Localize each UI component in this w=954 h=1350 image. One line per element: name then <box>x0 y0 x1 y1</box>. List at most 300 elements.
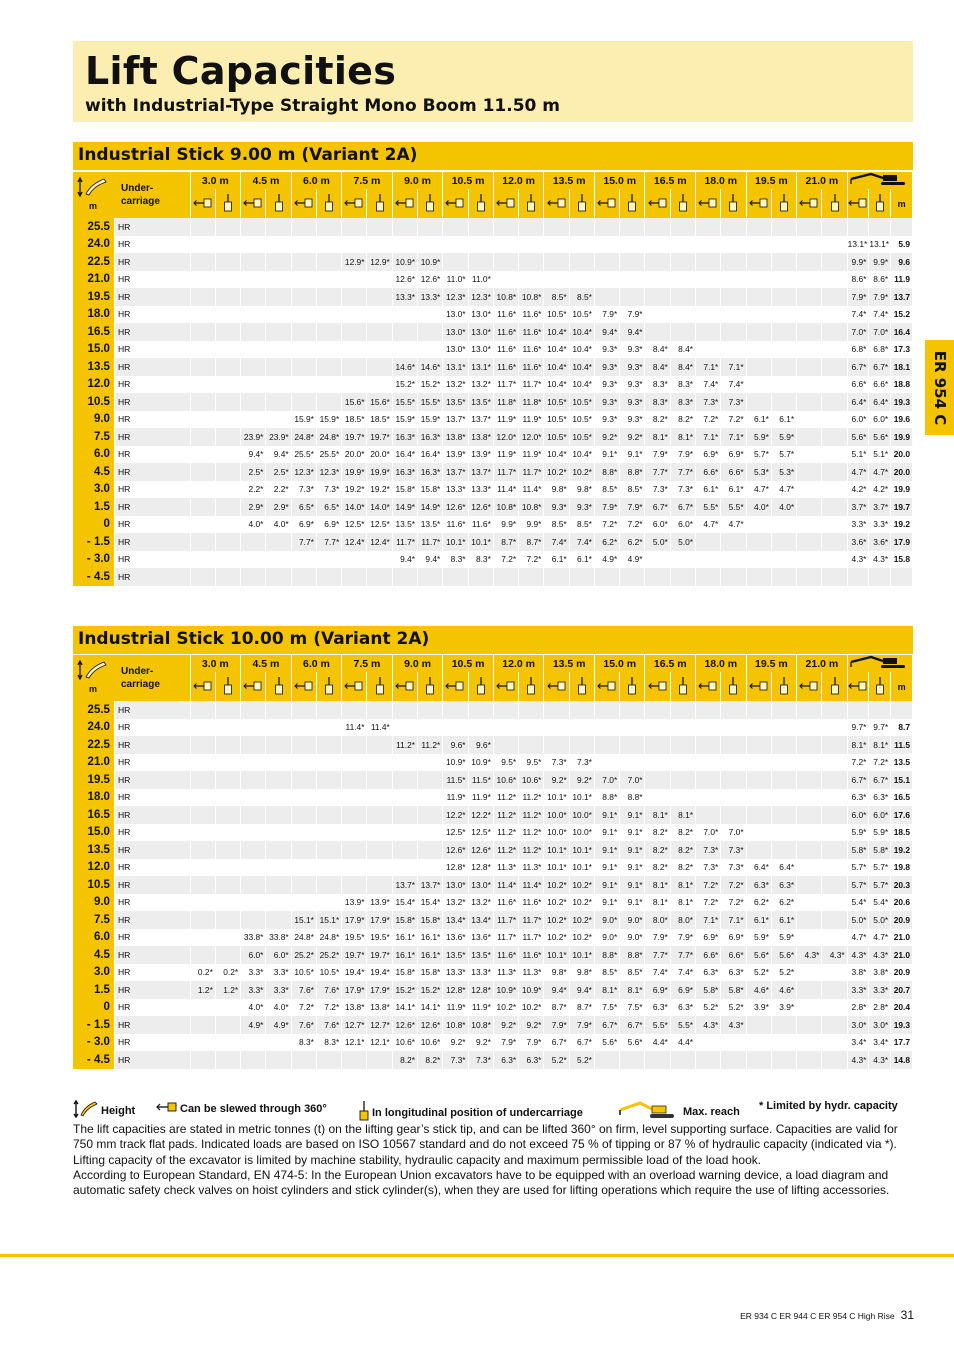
capacity-slew-cell <box>797 288 822 306</box>
capacity-slew-cell: 12.0* <box>493 428 518 446</box>
capacity-slew-cell: 7.2* <box>696 876 721 894</box>
capacity-slew-cell: 24.8* <box>291 428 316 446</box>
capacity-slew-cell: 8.2* <box>645 411 670 429</box>
capacity-slew-cell: 9.2* <box>493 1016 518 1034</box>
capacity-slew-cell: 7.2* <box>493 551 518 569</box>
max-reach-slew-cell: 6.0* <box>847 411 869 429</box>
capacity-longitudinal-cell: 7.9* <box>670 446 695 464</box>
capacity-slew-cell <box>291 859 316 877</box>
capacity-longitudinal-cell <box>822 1034 847 1052</box>
height-value: 25.5 <box>73 218 114 236</box>
capacity-longitudinal-cell <box>367 271 392 289</box>
capacity-longitudinal-cell: 5.5* <box>670 1016 695 1034</box>
capacity-slew-cell: 20.0* <box>342 446 367 464</box>
max-reach-longitudinal-cell: 7.0* <box>869 323 891 341</box>
slew-icon <box>392 189 417 218</box>
table-row <box>73 701 913 719</box>
capacity-longitudinal-cell: 10.1* <box>569 859 594 877</box>
capacity-slew-cell <box>594 236 619 254</box>
capacity-slew-cell <box>797 911 822 929</box>
capacity-longitudinal-cell <box>771 551 796 569</box>
capacity-longitudinal-cell <box>670 1051 695 1069</box>
capacity-slew-cell: 9.3* <box>594 358 619 376</box>
undercarriage-value: HR <box>114 481 190 499</box>
section-title-bar-2 <box>73 626 913 654</box>
capacity-slew-cell: 10.8* <box>443 1016 468 1034</box>
capacity-slew-cell <box>190 771 215 789</box>
capacity-longitudinal-cell <box>822 358 847 376</box>
capacity-slew-cell <box>291 341 316 359</box>
lift-table-stick-10m <box>73 655 913 1069</box>
slew-icon <box>493 189 518 218</box>
max-reach-radius-cell: 21.0 <box>891 929 913 947</box>
capacity-slew-cell: 7.9* <box>645 929 670 947</box>
capacity-slew-cell: 12.3* <box>291 463 316 481</box>
capacity-longitudinal-cell <box>215 481 240 499</box>
capacity-longitudinal-cell <box>266 218 291 236</box>
capacity-longitudinal-cell <box>721 754 746 772</box>
capacity-longitudinal-cell: 10.5* <box>569 411 594 429</box>
capacity-slew-cell: 9.3* <box>594 341 619 359</box>
capacity-longitudinal-cell <box>569 736 594 754</box>
capacity-longitudinal-cell <box>266 1051 291 1069</box>
capacity-slew-cell <box>797 929 822 947</box>
capacity-longitudinal-cell: 11.6* <box>468 516 493 534</box>
capacity-longitudinal-cell: 13.8* <box>468 428 493 446</box>
max-reach-radius-cell: 13.7 <box>891 288 913 306</box>
table-row <box>73 876 913 894</box>
max-reach-slew-cell: 3.4* <box>847 1034 869 1052</box>
capacity-slew-cell: 10.1* <box>443 533 468 551</box>
capacity-slew-cell: 7.9* <box>544 1016 569 1034</box>
capacity-longitudinal-cell <box>418 824 443 842</box>
capacity-longitudinal-cell: 11.6* <box>519 946 544 964</box>
capacity-slew-cell: 13.7* <box>392 876 417 894</box>
capacity-longitudinal-cell <box>418 719 443 737</box>
capacity-slew-cell: 2.5* <box>241 463 266 481</box>
radius-header: 7.5 m <box>342 172 393 189</box>
capacity-slew-cell: 10.4* <box>544 358 569 376</box>
capacity-longitudinal-cell <box>822 929 847 947</box>
legend <box>73 1094 913 1120</box>
capacity-longitudinal-cell <box>215 376 240 394</box>
undercarriage-value: HR <box>114 358 190 376</box>
capacity-longitudinal-cell <box>771 736 796 754</box>
capacity-longitudinal-cell <box>418 218 443 236</box>
undercarriage-value: HR <box>114 271 190 289</box>
capacity-slew-cell: 6.5* <box>291 498 316 516</box>
capacity-slew-cell <box>190 876 215 894</box>
slew-icon <box>746 672 771 701</box>
capacity-longitudinal-cell <box>266 323 291 341</box>
capacity-slew-cell: 7.3* <box>696 393 721 411</box>
table-row <box>73 736 913 754</box>
capacity-slew-cell: 13.3* <box>443 481 468 499</box>
capacity-slew-cell: 7.5* <box>594 999 619 1017</box>
capacity-slew-cell <box>797 306 822 324</box>
capacity-longitudinal-cell: 7.7* <box>316 533 341 551</box>
capacity-slew-cell: 15.8* <box>392 481 417 499</box>
longitudinal-icon <box>468 189 493 218</box>
capacity-longitudinal-cell: 10.1* <box>569 841 594 859</box>
capacity-longitudinal-cell <box>215 253 240 271</box>
undercarriage-value: HR <box>114 999 190 1017</box>
table-row <box>73 516 913 534</box>
capacity-slew-cell <box>594 271 619 289</box>
longitudinal-icon <box>721 672 746 701</box>
capacity-longitudinal-cell <box>367 754 392 772</box>
capacity-longitudinal-cell <box>670 253 695 271</box>
capacity-longitudinal-cell: 9.2* <box>569 771 594 789</box>
capacity-longitudinal-cell: 8.8* <box>620 789 645 807</box>
capacity-slew-cell <box>392 754 417 772</box>
capacity-longitudinal-cell: 4.7* <box>721 516 746 534</box>
capacity-slew-cell <box>392 841 417 859</box>
footer-models: ER 934 C ER 944 C ER 954 C High Rise <box>740 1311 895 1321</box>
max-reach-radius-cell <box>891 568 913 586</box>
capacity-slew-cell: 9.1* <box>594 806 619 824</box>
longitudinal-icon <box>869 672 891 701</box>
capacity-slew-cell <box>797 218 822 236</box>
capacity-slew-cell: 8.5* <box>544 516 569 534</box>
capacity-longitudinal-cell: 10.8* <box>519 288 544 306</box>
capacity-slew-cell: 4.6* <box>746 981 771 999</box>
capacity-longitudinal-cell: 6.5* <box>316 498 341 516</box>
max-reach-radius-cell: 20.9 <box>891 911 913 929</box>
capacity-slew-cell <box>190 271 215 289</box>
capacity-slew-cell <box>190 1051 215 1069</box>
capacity-slew-cell <box>241 824 266 842</box>
capacity-slew-cell: 11.3* <box>493 859 518 877</box>
capacity-longitudinal-cell: 9.6* <box>468 736 493 754</box>
capacity-slew-cell <box>190 498 215 516</box>
table-row <box>73 288 913 306</box>
max-reach-radius-cell: 19.7 <box>891 498 913 516</box>
capacity-longitudinal-cell <box>316 859 341 877</box>
slew-icon <box>645 672 670 701</box>
capacity-longitudinal-cell: 11.3* <box>519 964 544 982</box>
capacity-longitudinal-cell <box>771 516 796 534</box>
capacity-longitudinal-cell: 19.7* <box>367 946 392 964</box>
capacity-slew-cell: 13.6* <box>443 929 468 947</box>
capacity-longitudinal-cell: 5.6* <box>771 946 796 964</box>
longitudinal-icon <box>418 672 443 701</box>
max-reach-slew-cell: 6.6* <box>847 376 869 394</box>
capacity-slew-cell <box>746 306 771 324</box>
capacity-slew-cell <box>544 218 569 236</box>
capacity-longitudinal-cell <box>316 824 341 842</box>
table-row <box>73 463 913 481</box>
slew-icon <box>797 672 822 701</box>
capacity-slew-cell: 6.9* <box>696 929 721 947</box>
capacity-slew-cell <box>392 701 417 719</box>
capacity-slew-cell <box>241 568 266 586</box>
capacity-slew-cell: 13.0* <box>443 306 468 324</box>
longitudinal-icon <box>670 189 695 218</box>
capacity-slew-cell: 13.3* <box>443 964 468 982</box>
radius-header: 21.0 m <box>797 655 848 672</box>
capacity-slew-cell: 12.6* <box>443 498 468 516</box>
capacity-slew-cell <box>443 701 468 719</box>
capacity-longitudinal-cell <box>771 288 796 306</box>
capacity-slew-cell <box>342 859 367 877</box>
capacity-slew-cell <box>746 218 771 236</box>
capacity-slew-cell: 12.8* <box>443 859 468 877</box>
capacity-slew-cell <box>746 1016 771 1034</box>
table-row <box>73 981 913 999</box>
capacity-longitudinal-cell: 13.5* <box>418 516 443 534</box>
capacity-longitudinal-cell: 5.8* <box>721 981 746 999</box>
capacity-slew-cell: 9.1* <box>594 841 619 859</box>
max-reach-longitudinal-cell: 4.7* <box>869 463 891 481</box>
capacity-longitudinal-cell <box>215 736 240 754</box>
capacity-longitudinal-cell <box>569 218 594 236</box>
capacity-slew-cell: 15.2* <box>392 376 417 394</box>
capacity-slew-cell <box>342 754 367 772</box>
capacity-slew-cell: 6.1* <box>746 411 771 429</box>
height-value: 4.5 <box>73 946 114 964</box>
capacity-longitudinal-cell: 13.0* <box>468 306 493 324</box>
capacity-slew-cell: 13.1* <box>443 358 468 376</box>
capacity-slew-cell <box>241 358 266 376</box>
capacity-longitudinal-cell <box>771 236 796 254</box>
slew-icon <box>746 189 771 218</box>
capacity-slew-cell <box>190 719 215 737</box>
capacity-slew-cell <box>797 271 822 289</box>
longitudinal-icon <box>620 672 645 701</box>
capacity-longitudinal-cell <box>569 719 594 737</box>
capacity-longitudinal-cell <box>822 463 847 481</box>
table-row <box>73 754 913 772</box>
capacity-slew-cell: 13.0* <box>443 876 468 894</box>
footer-rule <box>0 1254 954 1257</box>
capacity-slew-cell: 11.7* <box>493 929 518 947</box>
capacity-longitudinal-cell <box>215 824 240 842</box>
height-value: - 3.0 <box>73 1034 114 1052</box>
capacity-slew-cell: 10.4* <box>544 341 569 359</box>
capacity-slew-cell <box>696 568 721 586</box>
max-reach-slew-cell: 3.8* <box>847 964 869 982</box>
capacity-longitudinal-cell <box>367 551 392 569</box>
height-value: 6.0 <box>73 929 114 947</box>
capacity-longitudinal-cell: 11.7* <box>519 463 544 481</box>
max-reach-longitudinal-cell: 6.3* <box>869 789 891 807</box>
capacity-longitudinal-cell <box>670 236 695 254</box>
capacity-longitudinal-cell: 5.3* <box>771 463 796 481</box>
max-reach-longitudinal-cell: 6.0* <box>869 806 891 824</box>
capacity-slew-cell <box>797 446 822 464</box>
capacity-longitudinal-cell <box>215 1051 240 1069</box>
longitudinal-icon <box>316 672 341 701</box>
capacity-longitudinal-cell <box>519 271 544 289</box>
capacity-longitudinal-cell: 7.2* <box>519 551 544 569</box>
slew-icon <box>847 672 869 701</box>
capacity-slew-cell <box>594 719 619 737</box>
capacity-slew-cell: 17.9* <box>342 911 367 929</box>
capacity-longitudinal-cell <box>367 306 392 324</box>
capacity-slew-cell: 7.7* <box>645 463 670 481</box>
capacity-slew-cell <box>190 789 215 807</box>
capacity-longitudinal-cell: 12.8* <box>468 981 493 999</box>
capacity-longitudinal-cell <box>822 789 847 807</box>
capacity-slew-cell <box>696 323 721 341</box>
capacity-slew-cell: 11.4* <box>342 719 367 737</box>
capacity-longitudinal-cell <box>215 288 240 306</box>
capacity-slew-cell: 8.1* <box>594 981 619 999</box>
capacity-longitudinal-cell: 8.4* <box>670 341 695 359</box>
undercarriage-text-1: Under- <box>121 665 154 677</box>
capacity-longitudinal-cell: 7.4* <box>721 376 746 394</box>
capacity-longitudinal-cell <box>266 271 291 289</box>
capacity-slew-cell <box>797 428 822 446</box>
capacity-longitudinal-cell <box>266 551 291 569</box>
max-reach-slew-cell: 4.7* <box>847 929 869 947</box>
capacity-longitudinal-cell: 6.9* <box>721 929 746 947</box>
height-value: 9.0 <box>73 411 114 429</box>
capacity-slew-cell <box>594 736 619 754</box>
capacity-longitudinal-cell <box>771 323 796 341</box>
capacity-longitudinal-cell <box>721 1051 746 1069</box>
capacity-longitudinal-cell: 12.9* <box>367 253 392 271</box>
header-radius-row <box>73 655 913 672</box>
capacity-longitudinal-cell <box>771 771 796 789</box>
max-reach-radius-cell: 20.4 <box>891 999 913 1017</box>
capacity-slew-cell <box>797 999 822 1017</box>
capacity-longitudinal-cell: 16.3* <box>418 428 443 446</box>
capacity-slew-cell <box>696 271 721 289</box>
capacity-slew-cell: 11.2* <box>493 806 518 824</box>
capacity-slew-cell <box>746 568 771 586</box>
capacity-slew-cell <box>190 306 215 324</box>
height-unit-label: m <box>89 200 98 211</box>
max-reach-slew-cell: 4.3* <box>847 1051 869 1069</box>
max-reach-longitudinal-cell: 5.1* <box>869 446 891 464</box>
capacity-slew-cell: 5.5* <box>696 498 721 516</box>
capacity-slew-cell: 9.3* <box>544 498 569 516</box>
capacity-slew-cell: 13.8* <box>443 428 468 446</box>
capacity-longitudinal-cell: 8.2* <box>670 824 695 842</box>
max-reach-slew-cell: 4.3* <box>847 551 869 569</box>
capacity-longitudinal-cell <box>215 463 240 481</box>
capacity-slew-cell <box>190 376 215 394</box>
max-reach-longitudinal-cell <box>869 701 891 719</box>
capacity-longitudinal-cell: 6.2* <box>620 533 645 551</box>
capacity-longitudinal-cell <box>822 806 847 824</box>
undercarriage-value: HR <box>114 876 190 894</box>
max-reach-unit: m <box>891 672 913 701</box>
slew-icon <box>443 672 468 701</box>
capacity-slew-cell: 10.1* <box>544 946 569 964</box>
table-row <box>73 964 913 982</box>
capacity-slew-cell <box>746 719 771 737</box>
capacity-slew-cell: 15.5* <box>392 393 417 411</box>
capacity-slew-cell <box>241 1051 266 1069</box>
capacity-slew-cell: 13.9* <box>443 446 468 464</box>
max-reach-radius-cell: 20.7 <box>891 981 913 999</box>
radius-header: 4.5 m <box>241 172 292 189</box>
longitudinal-icon <box>316 189 341 218</box>
capacity-slew-cell: 12.8* <box>443 981 468 999</box>
capacity-longitudinal-cell: 13.0* <box>468 876 493 894</box>
capacity-slew-cell <box>594 701 619 719</box>
notes-paragraph-1: The lift capacities are stated in metric tonnes (t) on the lifting gear’s stick tip, and can be lifted 360° on firm, level supporting surface. Capacities are valid for 750 mm track flat pads. Indicated loads are based on ISO 10567 standard and do not exceed 75 % of tipping or 87 % of hydraulic capacity (indicated via *). Lifting capacity of the excavator is limited by machine stability, hydraulic capacity and maximum permissible load of the load hook. <box>73 1122 898 1167</box>
capacity-longitudinal-cell <box>215 1034 240 1052</box>
max-reach-header <box>847 172 912 189</box>
capacity-slew-cell <box>342 323 367 341</box>
height-value: 1.5 <box>73 981 114 999</box>
capacity-longitudinal-cell: 4.0* <box>771 498 796 516</box>
slew-icon <box>241 189 266 218</box>
capacity-longitudinal-cell: 11.4* <box>519 876 544 894</box>
section-title-bar-1 <box>73 142 913 170</box>
capacity-longitudinal-cell: 10.5* <box>569 306 594 324</box>
capacity-longitudinal-cell: 10.1* <box>569 946 594 964</box>
max-reach-slew-cell: 5.4* <box>847 894 869 912</box>
capacity-slew-cell: 4.0* <box>241 999 266 1017</box>
max-reach-longitudinal-cell: 7.9* <box>869 288 891 306</box>
capacity-longitudinal-cell: 7.2* <box>620 516 645 534</box>
capacity-slew-cell <box>696 218 721 236</box>
capacity-longitudinal-cell: 14.1* <box>418 999 443 1017</box>
longitudinal-icon <box>822 672 847 701</box>
capacity-slew-cell: 10.8* <box>493 498 518 516</box>
undercarriage-text-1: Under- <box>121 182 154 194</box>
capacity-slew-cell: 7.9* <box>645 446 670 464</box>
capacity-slew-cell <box>696 306 721 324</box>
capacity-longitudinal-cell: 16.4* <box>418 446 443 464</box>
capacity-slew-cell <box>190 1034 215 1052</box>
capacity-slew-cell <box>594 218 619 236</box>
capacity-longitudinal-cell <box>367 806 392 824</box>
capacity-slew-cell: 14.0* <box>342 498 367 516</box>
height-value: 7.5 <box>73 428 114 446</box>
capacity-slew-cell: 4.3* <box>797 946 822 964</box>
capacity-longitudinal-cell <box>721 1034 746 1052</box>
longitudinal-icon <box>418 189 443 218</box>
capacity-slew-cell: 13.5* <box>392 516 417 534</box>
capacity-longitudinal-cell <box>822 736 847 754</box>
capacity-longitudinal-cell <box>316 376 341 394</box>
slew-icon <box>493 672 518 701</box>
capacity-slew-cell: 11.6* <box>493 341 518 359</box>
capacity-longitudinal-cell: 12.6* <box>468 841 493 859</box>
capacity-slew-cell: 19.7* <box>342 946 367 964</box>
capacity-slew-cell: 12.6* <box>392 271 417 289</box>
capacity-longitudinal-cell <box>822 964 847 982</box>
capacity-slew-cell <box>746 358 771 376</box>
capacity-longitudinal-cell: 11.8* <box>519 393 544 411</box>
capacity-longitudinal-cell <box>316 218 341 236</box>
capacity-longitudinal-cell: 13.7* <box>418 876 443 894</box>
slew-icon <box>847 189 869 218</box>
capacity-slew-cell: 0.2* <box>190 964 215 982</box>
slew-icon <box>544 189 569 218</box>
table-row <box>73 271 913 289</box>
max-reach-slew-cell: 5.6* <box>847 428 869 446</box>
capacity-longitudinal-cell: 11.6* <box>519 894 544 912</box>
capacity-slew-cell <box>392 341 417 359</box>
undercarriage-value: HR <box>114 736 190 754</box>
capacity-longitudinal-cell <box>822 498 847 516</box>
capacity-longitudinal-cell <box>316 551 341 569</box>
capacity-longitudinal-cell <box>266 736 291 754</box>
capacity-slew-cell <box>241 841 266 859</box>
capacity-slew-cell: 7.9* <box>594 498 619 516</box>
capacity-longitudinal-cell <box>418 306 443 324</box>
height-value: 22.5 <box>73 253 114 271</box>
radius-header: 13.5 m <box>544 655 595 672</box>
section-title-1: Industrial Stick 9.00 m (Variant 2A) <box>78 145 418 165</box>
